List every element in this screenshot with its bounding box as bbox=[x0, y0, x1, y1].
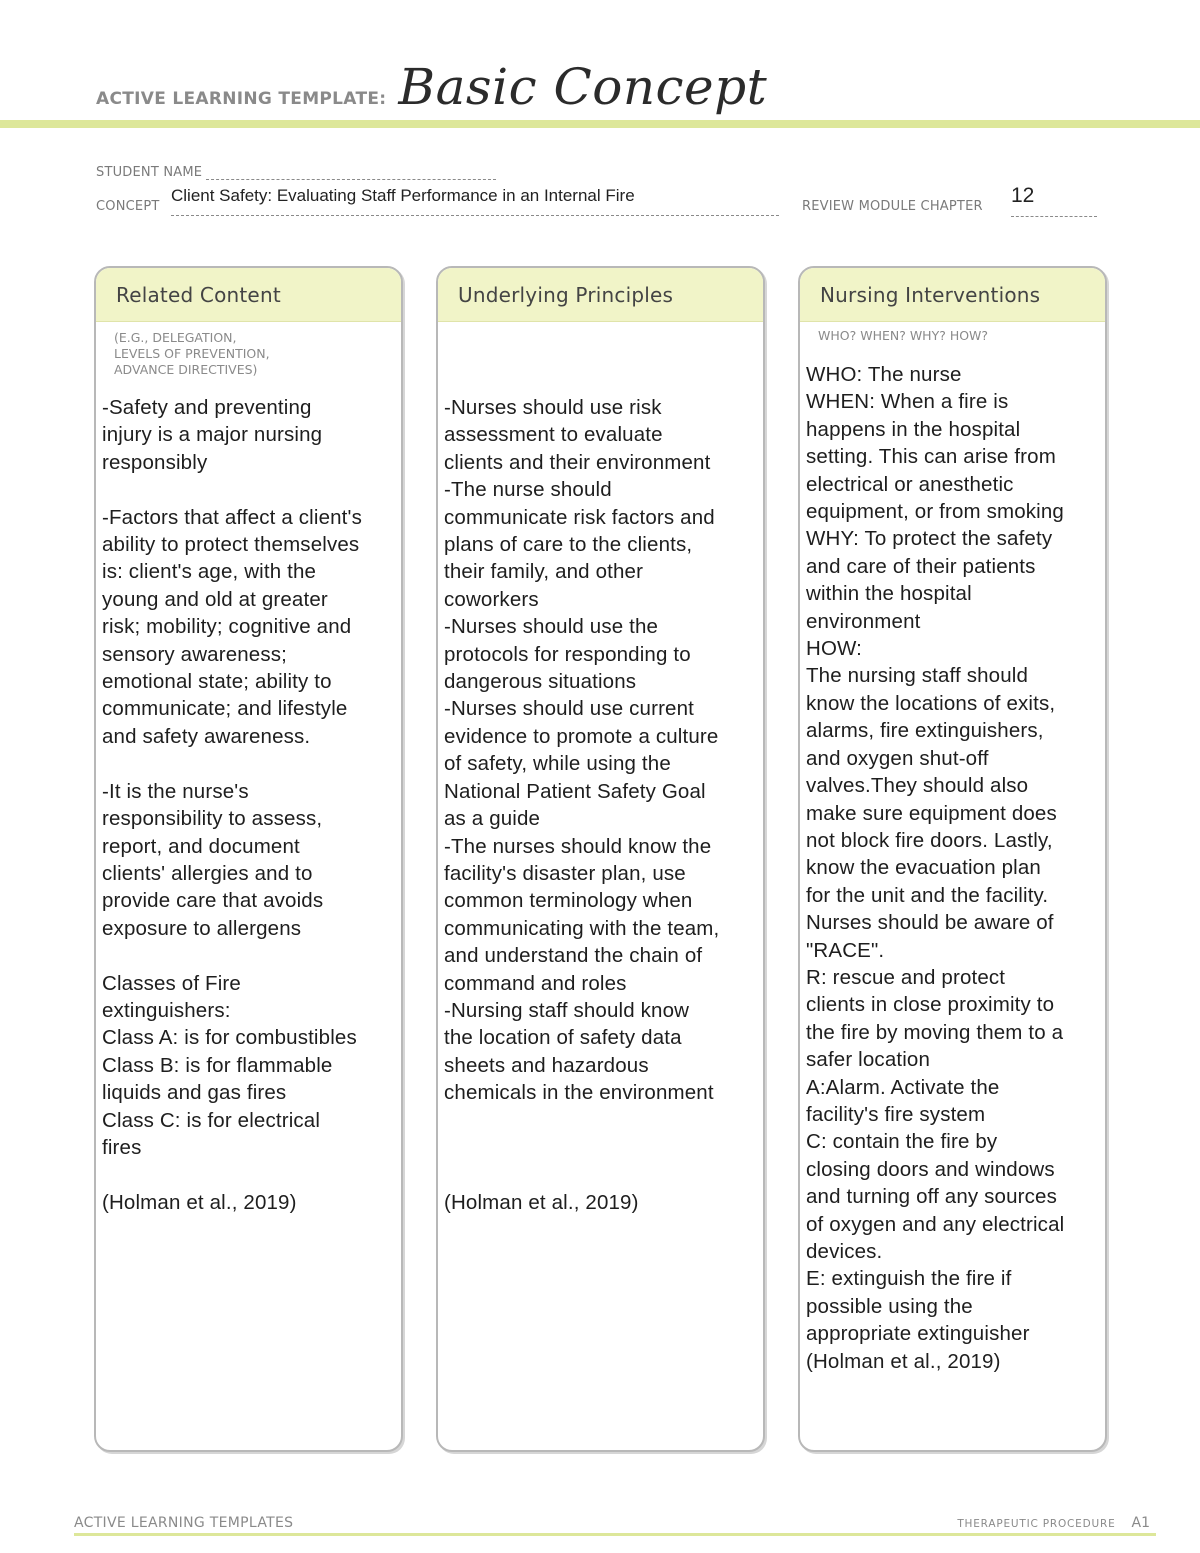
footer-right bbox=[957, 1515, 1150, 1531]
panel-subtitle: WHO? WHEN? WHY? HOW? bbox=[818, 328, 989, 343]
nursing-interventions-panel bbox=[798, 266, 1107, 1452]
concept-label: CONCEPT bbox=[96, 199, 160, 214]
page-header bbox=[96, 58, 767, 118]
footer-procedure: THERAPEUTIC PROCEDURE bbox=[957, 1518, 1116, 1530]
concept-row bbox=[96, 186, 1106, 216]
student-name-field[interactable] bbox=[206, 165, 496, 180]
panel-header bbox=[438, 268, 763, 322]
panel-header bbox=[800, 268, 1105, 322]
student-name-label: STUDENT NAME bbox=[96, 165, 203, 180]
panel-subtitle: (E.G., DELEGATION, LEVELS OF PREVENTION, ADVANCE DIRECTIVES) bbox=[114, 330, 270, 377]
panel-body[interactable]: WHO: The nurse WHEN: When a fire is happens in the hospital setting. This can arise from electrical or anesthetic equipment, or from smoking WHY: To protect the safety and care of their patients within the hospital environment HOW: The nursing staff should know the locations of exits, alarms, fire extinguishers, and oxygen shut-off valves.They should also make sure equipment does not block fire doors. Lastly, know the evacuation plan for the unit and the facility. Nurses should be aware of "RACE". R: rescue and protect clients in close proximity to the fire by moving them to a safer location A:Alarm. Activate the facility's fire system C: contain the fire by closing doors and windows and turning off any sources of oxygen and any electrical devices. E: extinguish the fire if possible using the appropriate extinguisher (Holman et al., 2019) bbox=[806, 363, 1065, 1373]
panel-body[interactable]: -Nurses should use risk assessment to evaluate clients and their environment -The nurse should communicate risk factors and plans of care to the clients, their family, and other coworkers -Nurses should use the protocols for responding to dangerous situations -Nurses should use current evidence to promote a culture of safety, while using the National Patient Safety Goal as a guide -The nurses should know the facility's disaster plan, use common terminology when communicating with the team, and understand the chain of command and roles -Nursing staff should know the location of safety data sheets and hazardous chemicals in the environment (Holman et al., 2019) bbox=[444, 396, 720, 1214]
panel-title: Nursing Interventions bbox=[820, 282, 1041, 307]
underlying-principles-panel bbox=[436, 266, 765, 1452]
panel-header bbox=[96, 268, 401, 322]
panel-title: Related Content bbox=[116, 282, 281, 307]
header-divider bbox=[0, 120, 1200, 128]
template-label: ACTIVE LEARNING TEMPLATE: bbox=[96, 89, 387, 109]
related-content-panel bbox=[94, 266, 403, 1452]
panel-body[interactable]: -Safety and preventing injury is a major nursing responsibly -Factors that affect a client's ability to protect themselves is: client's age, with the young and old at greater risk; mobility; cognitive and sensory awareness; emotional state; ability to communicate; and lifestyle and safety awareness. -It is the nurse's responsibility to assess, report, and document clients' allergies and to provide care that avoids exposure to allergens Classes of Fire extinguishers: Class A: is for combustibles Class B: is for flammable liquids and gas fires Class C: is for electrical fires (Holman et al., 2019) bbox=[102, 396, 362, 1214]
page-number: A1 bbox=[1131, 1515, 1150, 1531]
footer-title: ACTIVE LEARNING TEMPLATES bbox=[74, 1515, 294, 1531]
page-title: Basic Concept bbox=[398, 58, 768, 116]
student-name-row bbox=[96, 165, 496, 180]
concept-field[interactable]: Client Safety: Evaluating Staff Performance in an Internal Fire bbox=[171, 186, 779, 216]
panel-title: Underlying Principles bbox=[458, 282, 674, 307]
footer-divider bbox=[74, 1533, 1156, 1536]
chapter-label: REVIEW MODULE CHAPTER bbox=[802, 199, 983, 214]
chapter-field[interactable]: 12 bbox=[1011, 184, 1097, 217]
